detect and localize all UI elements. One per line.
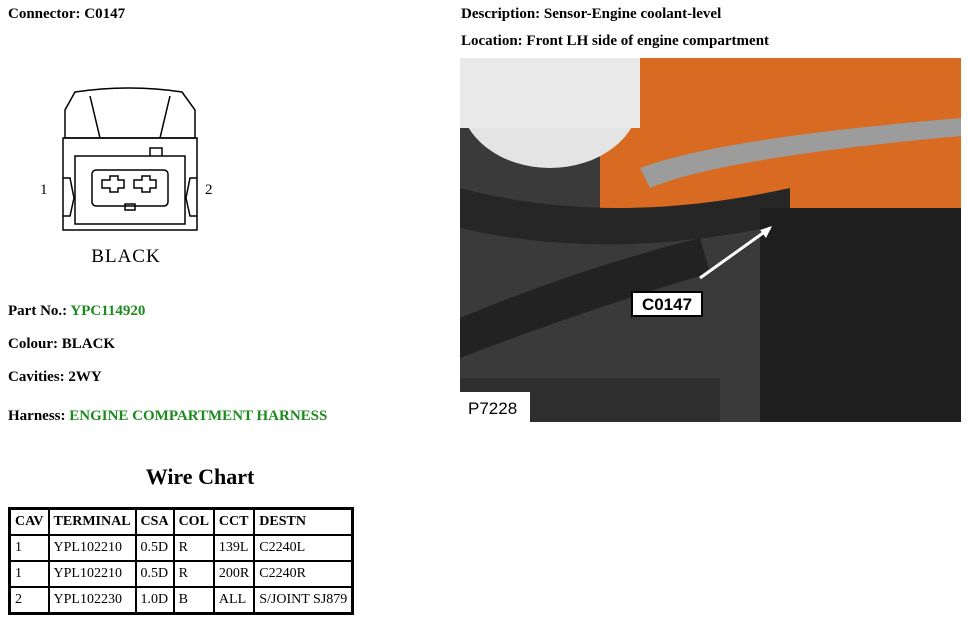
location-line (461, 33, 769, 50)
table-row (10, 561, 353, 587)
colour-label: Colour: (8, 336, 58, 352)
cell-col: R (174, 535, 214, 561)
wire-chart-table (8, 507, 354, 615)
cavities-value: 2WY (68, 369, 102, 385)
header-csa: CSA (136, 509, 174, 536)
cell-cav: 1 (10, 561, 49, 587)
connector-latch-lines (90, 96, 170, 138)
cell-destn: C2240R (254, 561, 353, 587)
connector-right-clip (186, 178, 197, 216)
harness-label: Harness: (8, 408, 66, 424)
callout-label: C0147 (641, 295, 693, 314)
connector-face-diagram (30, 86, 230, 276)
table-row (10, 587, 353, 614)
header-col: COL (174, 509, 214, 536)
cell-cct: 139L (214, 535, 254, 561)
description-value: Sensor-Engine coolant-level (543, 6, 722, 22)
connector-center-notch (125, 204, 135, 210)
header-destn: DESTN (254, 509, 353, 536)
cell-csa: 1.0D (136, 587, 174, 614)
pin-cavity-1 (102, 176, 124, 192)
colour-value: BLACK (61, 336, 116, 352)
table-row (10, 535, 353, 561)
connector-label: Connector: (8, 6, 81, 22)
colour-line (8, 336, 115, 353)
cell-col: B (174, 587, 214, 614)
part-no-line (8, 303, 145, 320)
connector-location-photo (460, 58, 961, 422)
cell-csa: 0.5D (136, 561, 174, 587)
part-no-label: Part No.: (8, 303, 68, 319)
description-line (461, 6, 721, 23)
cell-cct: 200R (214, 561, 254, 587)
connector-value: C0147 (84, 6, 126, 22)
header-cct: CCT (214, 509, 254, 536)
connector-housing-top (65, 88, 195, 138)
connector-body (63, 138, 197, 230)
header-cav: CAV (10, 509, 49, 536)
cell-destn: C2240L (254, 535, 353, 561)
reservoir-cap-top (460, 58, 640, 128)
wire-chart-title: Wire Chart (145, 464, 255, 489)
connector-line (8, 6, 125, 23)
cell-col: R (174, 561, 214, 587)
cell-cct: ALL (214, 587, 254, 614)
cell-terminal: YPL102210 (49, 561, 136, 587)
cell-cav: 2 (10, 587, 49, 614)
pin-cavity-2 (134, 176, 156, 192)
engine-block (760, 208, 961, 422)
cell-cav: 1 (10, 535, 49, 561)
location-value: Front LH side of engine compartment (526, 33, 770, 49)
diagram-color-label: BLACK (91, 246, 161, 267)
description-label: Description: (461, 6, 541, 22)
cavities-label: Cavities: (8, 369, 65, 385)
wire-chart-header-row (10, 509, 353, 536)
connector-left-clip (63, 178, 74, 216)
cavities-line (8, 369, 102, 386)
harness-link[interactable]: ENGINE COMPARTMENT HARNESS (69, 408, 328, 424)
part-no-link[interactable]: YPC114920 (70, 303, 146, 319)
cell-terminal: YPL102230 (49, 587, 136, 614)
header-terminal: TERMINAL (49, 509, 136, 536)
cell-destn: S/JOINT SJ879 (254, 587, 353, 614)
harness-line (8, 408, 327, 425)
pin-label-1: 1 (40, 182, 48, 198)
location-label: Location: (461, 33, 523, 49)
connector-key-tab (150, 148, 162, 156)
photo-ref-label: P7228 (468, 399, 518, 418)
cell-terminal: YPL102210 (49, 535, 136, 561)
pin-label-2: 2 (205, 182, 213, 198)
cell-csa: 0.5D (136, 535, 174, 561)
